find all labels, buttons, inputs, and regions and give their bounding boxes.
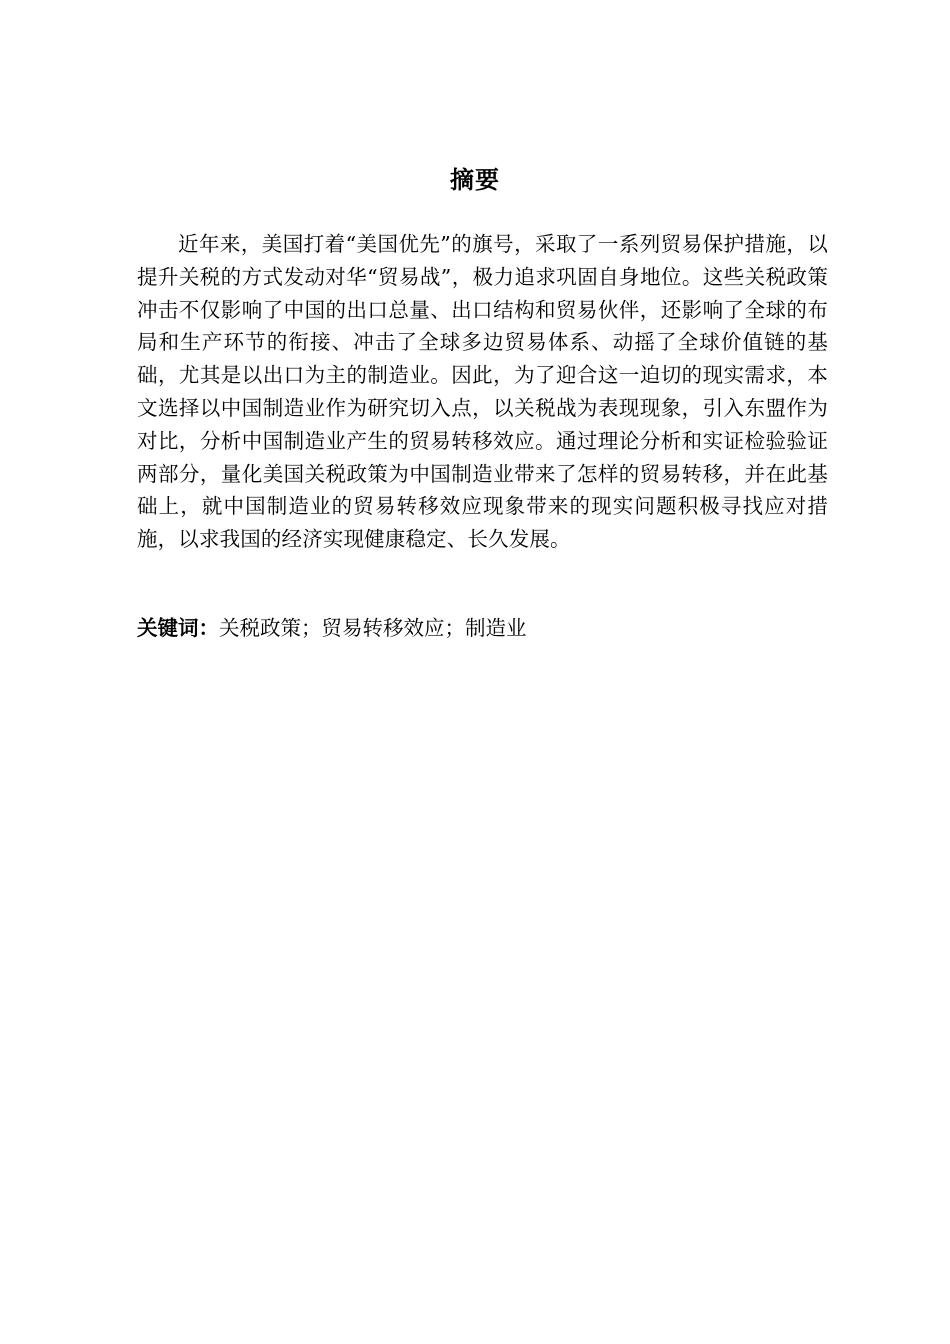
abstract-paragraph: 近年来，美国打着“美国优先”的旗号，采取了一系列贸易保护措施，以提升关税的方式发动对华“贸易战”，极力追求巩固自身地位。这些关税政策冲击不仅影响了中国的出口总量、出口结构和贸易伙伴，还影响了全球的布局和生产环节的衔接、冲击了全球多边贸易体系、动摇了全球价值链的基础，尤其是以出口为主的制造业。因此，为了迎合这一迫切的现实需求，本文选择以中国制造业作为研究切入点，以关税战为表现现象，引入东盟作为对比，分析中国制造业产生的贸易转移效应。通过理论分析和实证检验验证两部分，量化美国关税政策为中国制造业带来了怎样的贸易转移，并在此基础上，就中国制造业的贸易转移效应现象带来的现实问题积极寻找应对措施，以求我国的经济实现健康稳定、长久发展。 — [137, 232, 828, 552]
abstract-title: 摘要 — [450, 166, 500, 194]
keywords-line — [137, 612, 828, 644]
keywords-label: 关键词： — [137, 616, 219, 640]
keywords-value: 关税政策；贸易转移效应；制造业 — [219, 616, 527, 640]
